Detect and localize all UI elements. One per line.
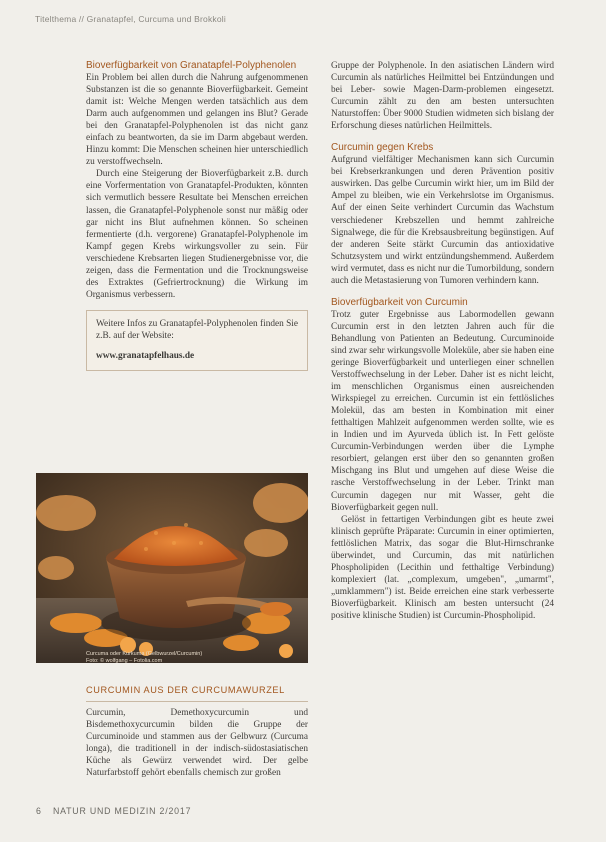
caption-line: Curcuma oder Kurkuma (Gelbwurzel/Curcumin) (86, 651, 203, 657)
website-link[interactable]: www.granatapfelhaus.de (96, 350, 195, 361)
heading-bioavailability-pomegranate: Bioverfügbarkeit von Granatapfel-Polyphenolen (86, 60, 297, 71)
photo-caption (86, 651, 246, 665)
paragraph: Aufgrund vielfältiger Mechanismen kann sich Curcumin bei Krebserkrankungen und deren Prävention positiv auswirken. Das gelbe Curcumin wirkt hier, um im Bild der Ampel zu bleiben, wie ein Verkehrslotse im Organismus. Auf der einen Seite verhindert Curcumin das Wachstum verschiedener Krebszellen und hemmt zahlreiche Signalwege, die für die Krebsausbreitung begünstigen. Auf der anderen Seite stärkt Curcumin das antioxidative Schutzsystem und wirkt entzündungshemmend. Außerdem wird vermutet, dass es nicht nur die Tumorbildung, sondern auch die Metastasierung von Tumoren verhindern kann. (331, 155, 554, 286)
curcuma-photo (36, 473, 308, 663)
info-box (86, 310, 308, 371)
left-column (86, 60, 308, 371)
heading-curcumin-cancer: Curcumin gegen Krebs (331, 142, 434, 154)
publication-name: NATUR UND MEDIZIN 2/2017 (52, 806, 192, 816)
paragraph: Curcumin, Demethoxycurcumin und Bisdemethoxycurcumin bilden die Gruppe der Curcuminoide und stammen aus der Gelbwurz (Curcuma longa), die traditionell in der indisch-südostasiatischen Küche als Gewürz verwendet wird. Der gelbe Naturfarbstoff gehört ebenfalls chemisch zur großen (86, 708, 308, 779)
paragraph: Trotz guter Ergebnisse aus Labormodellen gewann Curcumin erst in den letzten Jahren auch für die Behandlung von Patienten an Bedeutung. Curcuminoide sind zwar sehr wirkungsvolle Moleküle, aber sie haben eine geringe Bioverfügbarkeit und unterliegen einer schnellen Verstoffwechselung in der Leber. Daher ist es nicht leicht, im menschlichen Organismus einen ausreichenden Wirkspiegel zu erreichen. Curcumin ist ein fettlösliches Molekül, das am besten in Kombination mit einer fetthaltigen Mahlzeit aufgenommen werden sollte, wie es in Indien und im Ayurveda üblich ist. In Fett gelöste Curcumin-Verbindungen werden über die Lymphe resorbiert, gelangen erst über den so genannten großen Mischgang ins Blut und umgehen auf diese Weise die rasche Verstoffwechselung in der Leber. Trinkt man Curcumin dagegen nur mit Wasser, geht die Bioverfügbarkeit gegen null. (331, 309, 554, 513)
page-number: 6 (36, 806, 42, 816)
paragraph: Gruppe der Polyphenole. In den asiatischen Ländern wird Curcumin als natürliches Heilmittel bei Entzündungen und bei Leber- sowie Magen-Darm-problemen eingesetzt. Curcumin zählt zu den am besten untersuchten Naturstoffen: Über 9000 Studien widmeten sich bislang der Erforschung dieses natürlichen Heilmittels. (331, 61, 554, 132)
section-heading: CURCUMIN AUS DER CURCUMAWURZEL (86, 685, 308, 702)
paragraph: Ein Problem bei allen durch die Nahrung aufgenommenen Substanzen ist die so genannte Bioverfügbarkeit. Gemeint damit ist: Welche Mengen werden tatsächlich aus dem Darm auch aufgenommen und gelangen ins Blut? Gerade bei den Granatapfel-Polyphenolen ist das nicht ganz einfach zu beantworten, da sie im Darm abgebaut werden. Hinzu kommt: Die Menschen scheinen hier unterschiedlich zu verstoffwechseln. (86, 73, 308, 168)
paragraph: Gelöst in fettartigen Verbindungen gibt es heute zwei klinisch geprüfte Präparate: Curcumin in einer optimierten, fettlöslichen Matrix, das sogar die Blut-Hirnschranke überwindet, und Curcumin, das mit natürlichen Phospholipiden (Lecithin und fetthaltige Verbindung) komplexiert (lat. „complexum, umgeben", „umarmt", „umklammern") ist. Beide erreichen eine stark verbesserte Bioverfügbarkeit. Klinisch am besten untersucht (24 positive klinische Studien) ist Curcumin-Phospholipid. (331, 514, 554, 621)
paragraph: Durch eine Steigerung der Bioverfügbarkeit z.B. durch eine Vorfermentation von Granatapfel-Produkten, könnten sich vermutlich bessere Resultate bei Menschen erreichen lassen, die Granatapfel-Polyphenole sonst nur mäßig oder gar nicht ins Blut aufnehmen können. So scheinen fermentierte (d.h. vergorene) Granatapfel-Polyphenole im Kampf gegen Krebs wirkungsvoller zu sein. Für verschiedene Krebsarten liegen Studienergebnisse vor, die zeigen, dass die Fermentation und die Trocknungsweise des Extraktes (Gefriertrocknung) die Wirkung im Organismus verbessern. (86, 169, 308, 300)
page-footer (36, 806, 191, 816)
caption-line: Foto: © wolfgang – Fotolia.com (86, 658, 163, 664)
curcuma-photo-illustration (36, 473, 308, 663)
heading-bioavailability-curcumin: Bioverfügbarkeit von Curcumin (331, 296, 468, 308)
running-header: Titelthema // Granatapfel, Curcuma und Brokkoli (35, 14, 226, 24)
section-body (86, 707, 308, 779)
right-column (331, 60, 554, 622)
info-box-text: Weitere Infos zu Granatapfel-Polyphenolen finden Sie z.B. auf der Website: (96, 318, 298, 341)
